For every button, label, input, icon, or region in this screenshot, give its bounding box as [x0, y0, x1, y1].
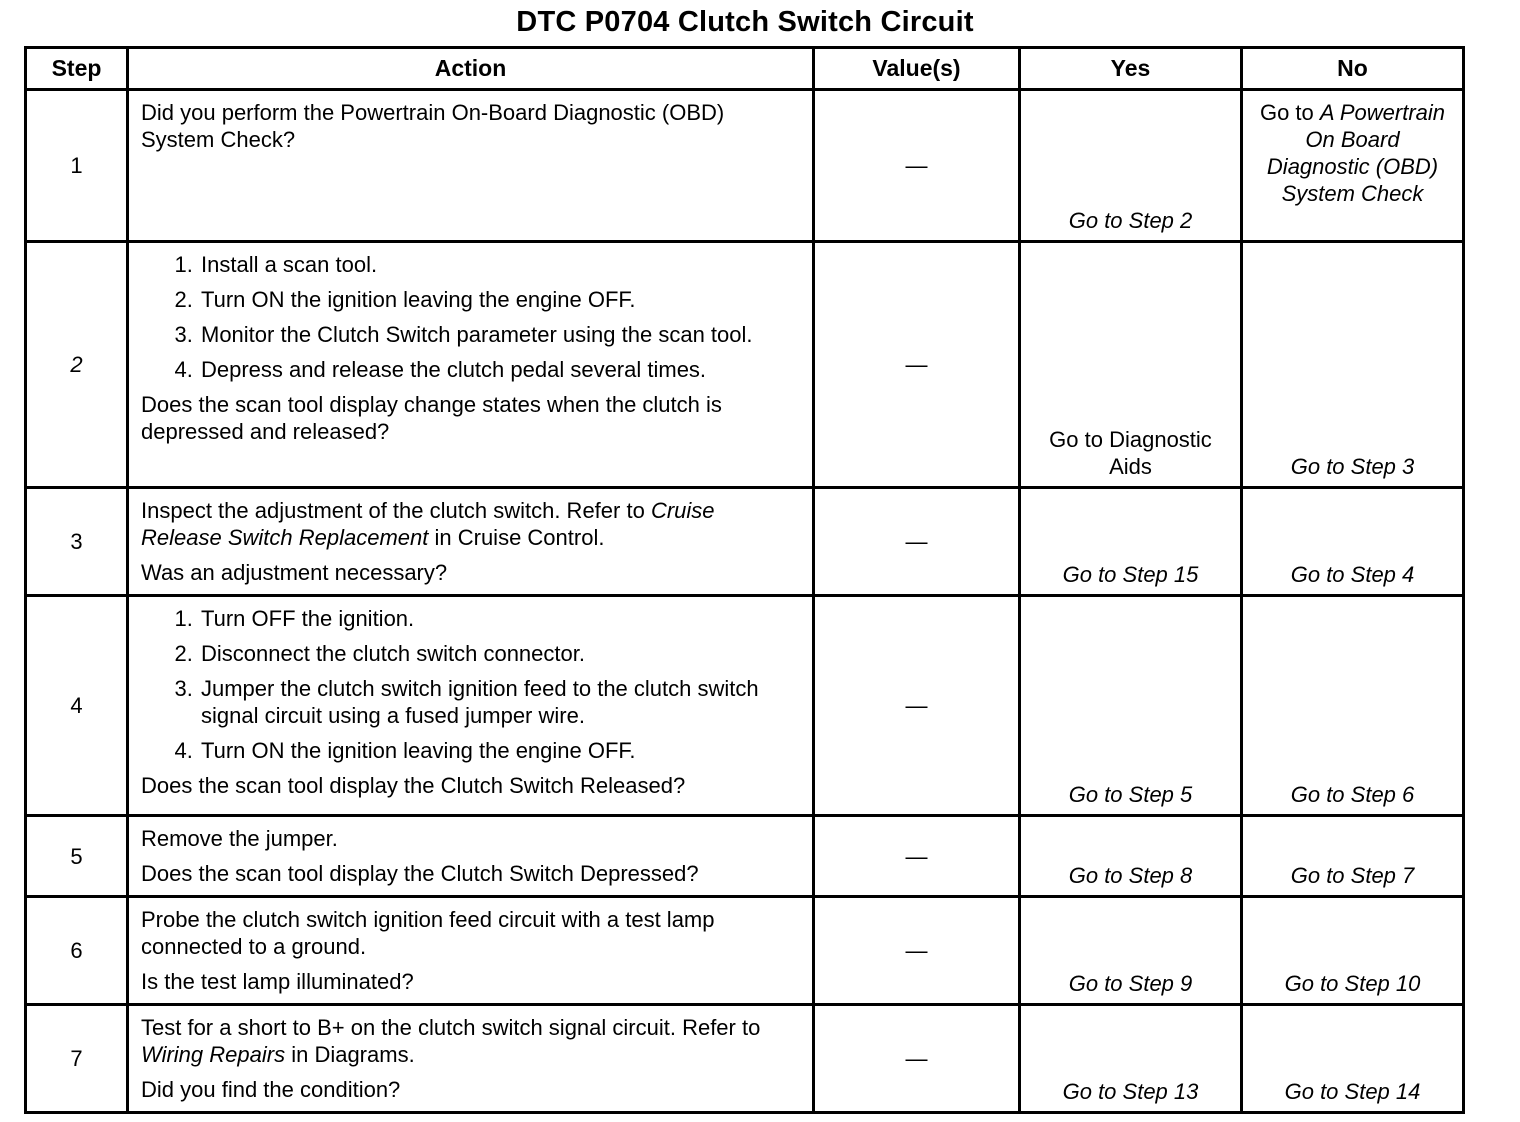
table-row [26, 897, 1464, 1005]
header-step: Step [26, 48, 128, 90]
yes-link[interactable]: Go to Step 15 [1062, 562, 1199, 587]
action-step: 1. Install a scan tool. [199, 251, 800, 278]
action-cell [128, 897, 814, 1005]
action-cell [128, 488, 814, 596]
step-number: 6 [26, 897, 128, 1005]
yes-cell [1020, 1005, 1242, 1113]
action-step: 2. Turn ON the ignition leaving the engine OFF. [199, 286, 800, 313]
no-prefix: Go to [1259, 100, 1314, 125]
no-cell [1242, 1005, 1464, 1113]
step-number: 5 [26, 816, 128, 897]
yes-cell [1020, 596, 1242, 816]
action-question: Is the test lamp illuminated? [141, 969, 414, 994]
step-number: 2 [26, 242, 128, 488]
no-link[interactable]: Go to Step 4 [1290, 562, 1415, 587]
no-cell [1242, 596, 1464, 816]
action-steps [141, 605, 800, 764]
table-row [26, 1005, 1464, 1113]
no-cell [1242, 90, 1464, 242]
action-cell [128, 1005, 814, 1113]
reference-link[interactable]: Cruise Release Switch Replacement [141, 498, 715, 550]
value-cell: — [814, 242, 1020, 488]
action-text: Test for a short to B+ on the clutch switch signal circuit. Refer to Wiring Repairs in Diagrams. [141, 1015, 761, 1067]
yes-cell [1020, 897, 1242, 1005]
table-row [26, 596, 1464, 816]
reference-link[interactable]: Wiring Repairs [141, 1042, 286, 1067]
no-cell [1242, 816, 1464, 897]
no-link[interactable]: Go to Step 7 [1290, 863, 1415, 888]
action-text: Probe the clutch switch ignition feed circuit with a test lamp connected to a ground. [141, 907, 715, 959]
action-step: 3. Jumper the clutch switch ignition feed to the clutch switch signal circuit using a fused jumper wire. [199, 675, 800, 729]
no-link[interactable]: Go to Step 6 [1290, 782, 1415, 807]
step-number: 3 [26, 488, 128, 596]
action-text: Inspect the adjustment of the clutch switch. Refer to Cruise Release Switch Replacement in Cruise Control. [141, 498, 715, 550]
yes-cell [1020, 816, 1242, 897]
action-question: Does the scan tool display the Clutch Switch Depressed? [141, 861, 699, 886]
action-cell [128, 596, 814, 816]
yes-link[interactable]: Go to Step 13 [1062, 1079, 1199, 1104]
step-number: 4 [26, 596, 128, 816]
action-text: Remove the jumper. [141, 826, 338, 851]
yes-cell [1020, 90, 1242, 242]
action-question: Does the scan tool display the Clutch Switch Released? [141, 773, 686, 798]
no-link[interactable]: Go to Step 3 [1290, 454, 1415, 479]
value-cell: — [814, 816, 1020, 897]
no-cell [1242, 488, 1464, 596]
action-question: Does the scan tool display change states when the clutch is depressed and released? [141, 392, 722, 444]
header-yes: Yes [1020, 48, 1242, 90]
action-steps [141, 251, 800, 383]
yes-link[interactable]: Go to Step 2 [1068, 208, 1193, 233]
yes-link[interactable]: Go to Diagnostic Aids [1049, 427, 1212, 479]
action-cell [128, 242, 814, 488]
header-row [26, 48, 1464, 90]
action-cell [128, 90, 814, 242]
yes-cell [1020, 488, 1242, 596]
table-row [26, 816, 1464, 897]
action-step: 1. Turn OFF the ignition. [199, 605, 800, 632]
action-step: 2. Disconnect the clutch switch connector. [199, 640, 800, 667]
value-cell: — [814, 596, 1020, 816]
action-question: Was an adjustment necessary? [141, 560, 448, 585]
action-step: 3. Monitor the Clutch Switch parameter using the scan tool. [199, 321, 800, 348]
action-question: Did you find the condition? [141, 1077, 401, 1102]
no-link[interactable]: A Powertrain On Board Diagnostic (OBD) System Check [1266, 100, 1446, 206]
value-cell: — [814, 1005, 1020, 1113]
yes-link[interactable]: Go to Step 9 [1068, 971, 1193, 996]
no-link[interactable]: Go to Step 10 [1284, 971, 1421, 996]
no-cell [1242, 897, 1464, 1005]
yes-link[interactable]: Go to Step 8 [1068, 863, 1193, 888]
header-values: Value(s) [814, 48, 1020, 90]
action-step: 4. Turn ON the ignition leaving the engine OFF. [199, 737, 800, 764]
no-cell [1242, 242, 1464, 488]
step-number: 1 [26, 90, 128, 242]
action-step: 4. Depress and release the clutch pedal several times. [199, 356, 800, 383]
header-no: No [1242, 48, 1464, 90]
table-row [26, 488, 1464, 596]
value-cell: — [814, 897, 1020, 1005]
yes-link[interactable]: Go to Step 5 [1068, 782, 1193, 807]
action-cell [128, 816, 814, 897]
step-number: 7 [26, 1005, 128, 1113]
value-cell: — [814, 90, 1020, 242]
action-question: Did you perform the Powertrain On-Board Diagnostic (OBD) System Check? [141, 100, 725, 152]
yes-cell [1020, 242, 1242, 488]
diagnostic-table [24, 46, 1465, 1114]
page-title: DTC P0704 Clutch Switch Circuit [516, 6, 974, 38]
header-action: Action [128, 48, 814, 90]
value-cell: — [814, 488, 1020, 596]
table-row [26, 90, 1464, 242]
table-row [26, 242, 1464, 488]
no-link[interactable]: Go to Step 14 [1284, 1079, 1421, 1104]
